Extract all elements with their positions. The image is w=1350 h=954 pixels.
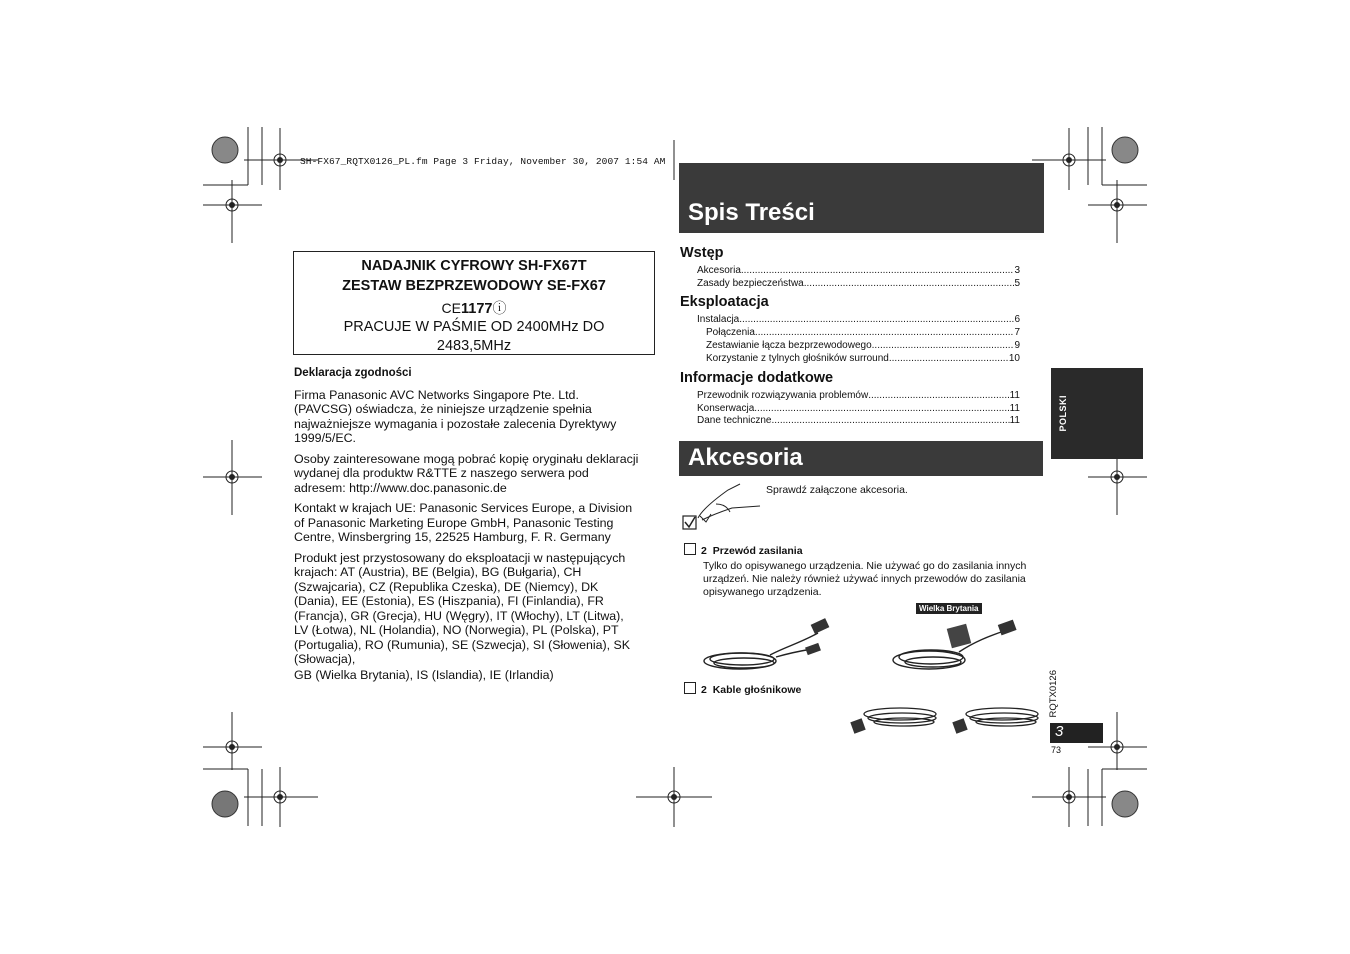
- check-hand-icon: [680, 478, 770, 533]
- toc-entry[interactable]: Dane techniczne ..... 11: [697, 415, 1020, 427]
- alert-sign-icon: ⓘ: [492, 300, 507, 316]
- ce-mark: [294, 299, 654, 318]
- accessories-title-bar: [679, 441, 1043, 476]
- toc-section-heading: Wstęp: [680, 245, 724, 261]
- ce-mark-logo: CE: [441, 300, 461, 316]
- declaration-paragraph: GB (Wielka Brytania), IS (Islandia), IE (Irlandia): [294, 667, 554, 682]
- declaration-paragraph: Produkt jest przystosowany do eksploatacji w następujących krajach: AT (Austria), BE (Belgia), BG (Bułgaria), CH (Szwajcaria), CZ (Republika Czeska), DE (Niemcy), DK (Dania), EE (Estonia), ES (Hiszpania), FI (Finlandia), FR (Francja), GR (Grecja), HU (Węgry), IT (Włochy), LT (Litwa), LV (Łotwa), NL (Holandia), NO (Norwegia), PL (Polska), PT (Portugalia), RO (Rumunia), SE (Szwecja), SI (Słowenia), SK (Słowacja),: [294, 550, 631, 666]
- band-line-1: PRACUJE W PAŚMIE OD 2400MHz DO: [343, 319, 605, 335]
- accessories-title: Akcesoria: [688, 444, 803, 471]
- page-number-small: 73: [1051, 745, 1062, 755]
- language-tab-label: POLSKI: [1058, 395, 1068, 432]
- file-header-line: SH-FX67_RQTX0126_PL.fm Page 3 Friday, November 30, 2007 1:54 AM: [300, 156, 666, 167]
- accessory-item-power-cord: 2 Przewód zasilania: [684, 543, 803, 558]
- accessory-item-speaker-cables: 2 Kable głośnikowe: [684, 682, 801, 697]
- product-line-1: NADAJNIK CYFROWY SH-FX67T: [361, 258, 587, 274]
- accessory-checkbox[interactable]: [684, 682, 696, 694]
- toc-entry[interactable]: Zasady bezpieczeństwa ..... 5: [697, 278, 1020, 290]
- toc-entry[interactable]: Zestawianie łącza bezprzewodowego ..... 9: [706, 340, 1020, 352]
- page-number-box: [1050, 723, 1103, 743]
- power-cord-icon: [700, 613, 835, 678]
- accessory-checkbox[interactable]: [684, 543, 696, 555]
- toc-entry[interactable]: Konserwacja ..... 11: [697, 403, 1020, 415]
- toc-entry[interactable]: Korzystanie z tylnych głośników surround ..... 10: [706, 353, 1020, 365]
- toc-entry[interactable]: Akcesoria ..... 3: [697, 265, 1020, 277]
- declaration-paragraph: Kontakt w krajach UE: Panasonic Services Europe, a Division of Panasonic Marketing Europe GmbH, Panasonic Testing Centre, Winsbergring 15, 22525 Hamburg, F. R. Germany: [294, 501, 633, 544]
- toc-entry[interactable]: Przewodnik rozwiązywania problemów ..... 11: [697, 390, 1020, 402]
- toc-section-heading: Eksploatacja: [680, 294, 769, 310]
- page-number: 3: [1055, 723, 1064, 740]
- power-cord-description: Tylko do opisywanego urządzenia. Nie używać go do zasilania innych urządzeń. Nie należy również używać innych przewodów do zasilania opisywanego urządzenia.: [703, 560, 1027, 598]
- declaration-paragraph: Firma Panasonic AVC Networks Singapore Pte. Ltd. (PAVCSG) oświadcza, że niniejsze urządzenie spełnia najważniejsze wymagania i pozostałe zalecenia Dyrektywy 1999/5/EC.: [294, 387, 617, 445]
- toc-section-heading: Informacje dodatkowe: [680, 370, 834, 386]
- toc-entry[interactable]: Połączenia ..... 7: [706, 327, 1020, 339]
- declaration-section: [294, 366, 639, 688]
- band-line-2: 2483,5MHz: [436, 338, 512, 354]
- product-box: [293, 251, 655, 355]
- uk-power-cord-icon: [889, 612, 1024, 677]
- check-note: Sprawdź załączone akcesoria.: [766, 484, 908, 496]
- toc-entry[interactable]: Instalacja ..... 6: [697, 314, 1020, 326]
- toc-title-bar: [679, 163, 1044, 233]
- doc-code: RQTX0126: [1048, 670, 1059, 718]
- speaker-cable-icon: [950, 700, 1045, 740]
- declaration-paragraph: Osoby zainteresowane mogą pobrać kopię oryginału deklaracji wydanej dla produktw R&TTE z naszego serwera pod adresem: http://www.doc.panasonic.de: [294, 451, 639, 495]
- uk-badge: Wielka Brytania: [916, 603, 982, 614]
- product-line-2: ZESTAW BEZPRZEWODOWY SE-FX67: [342, 278, 606, 294]
- ce-number: 1177: [460, 301, 493, 317]
- toc-title: Spis Treści: [688, 199, 815, 226]
- declaration-heading: Deklaracja zgodności: [294, 367, 412, 379]
- speaker-cable-icon: [848, 700, 943, 740]
